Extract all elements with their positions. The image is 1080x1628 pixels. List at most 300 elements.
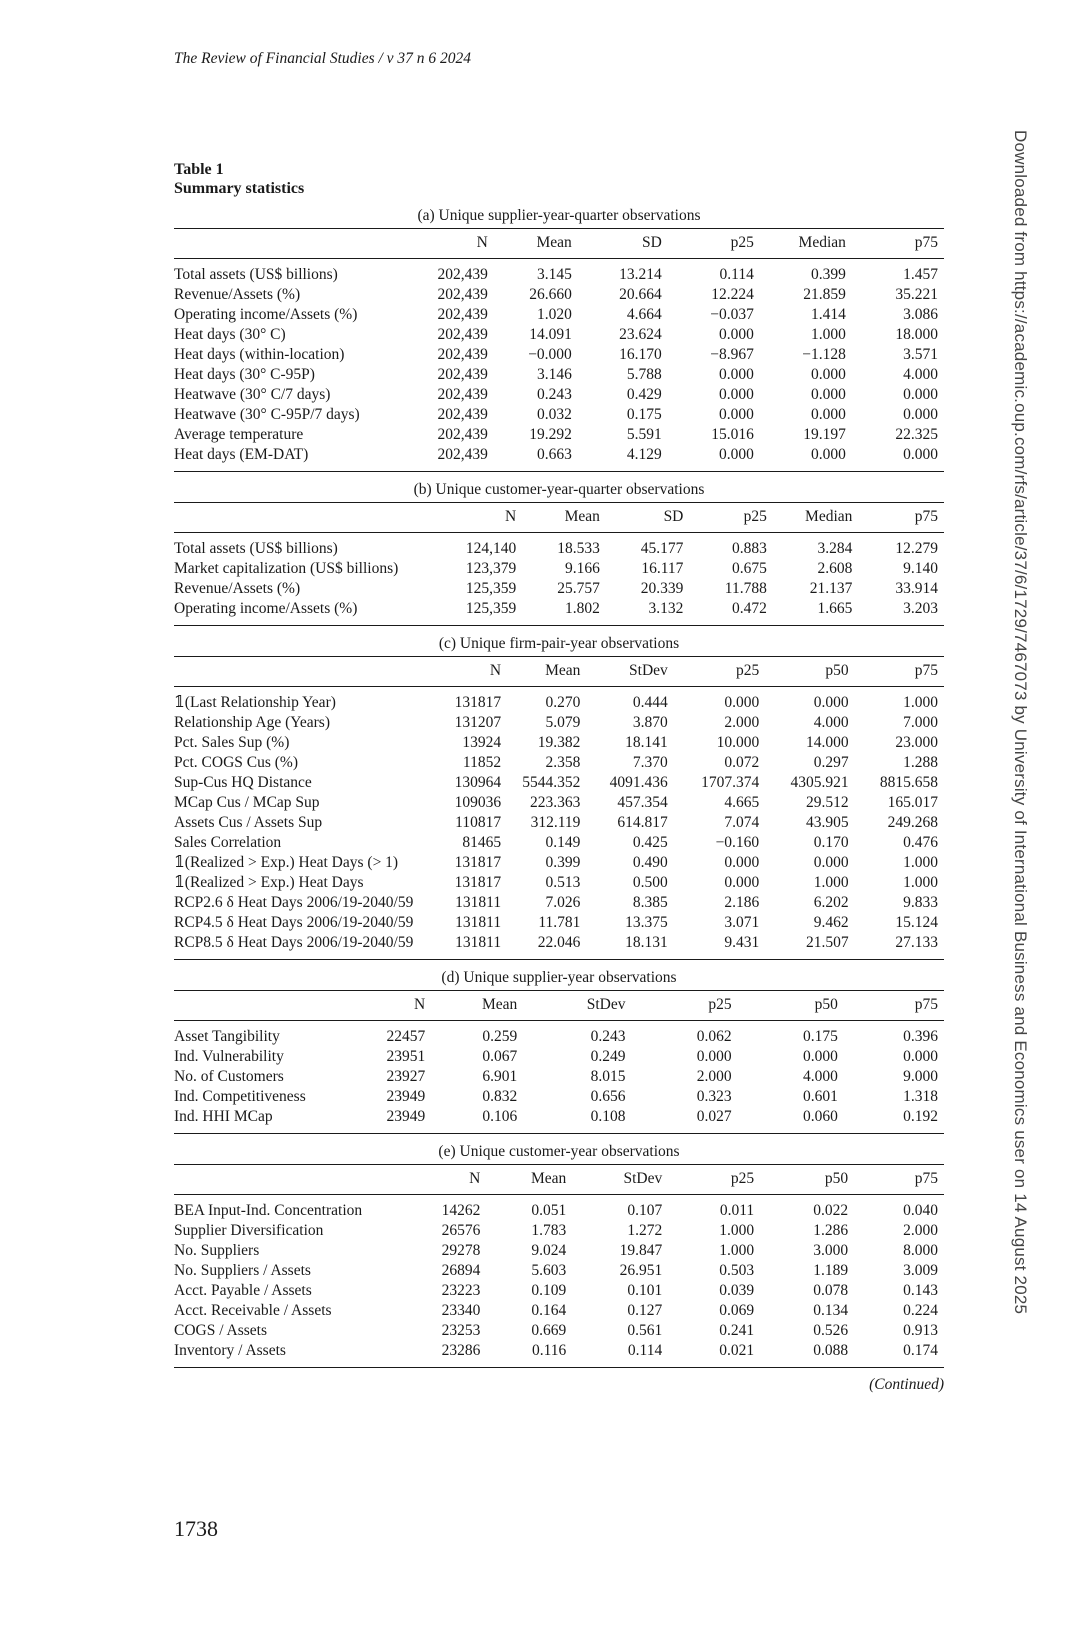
cell-value: 23951 xyxy=(386,1048,426,1065)
cell-value: 8.000 xyxy=(903,1242,938,1259)
cell-value: 13.375 xyxy=(625,914,668,931)
cell-value: 3.071 xyxy=(724,914,760,931)
row-label: Heatwave (30° C-95P/7 days) xyxy=(174,406,360,423)
cell-value: 0.476 xyxy=(903,834,938,851)
cell-value: 15.016 xyxy=(711,426,754,443)
cell-value: 123,379 xyxy=(465,560,517,577)
row-label: RCP8.5 δ Heat Days 2006/19-2040/59 xyxy=(174,934,414,951)
cell-value: 19.292 xyxy=(529,426,572,443)
cell-value: 4.129 xyxy=(626,446,662,463)
cell-value: 165.017 xyxy=(887,794,938,811)
cell-value: 0.249 xyxy=(590,1048,626,1065)
cell-value: 3.086 xyxy=(903,306,938,323)
cell-value: 0.062 xyxy=(696,1028,732,1045)
cell-value: 131811 xyxy=(455,914,502,931)
cell-value: 3.146 xyxy=(536,366,572,383)
cell-value: 1.000 xyxy=(719,1222,755,1239)
cell-value: 1.000 xyxy=(719,1242,755,1259)
cell-value: 1707.374 xyxy=(701,774,760,791)
row-label: COGS / Assets xyxy=(174,1322,268,1339)
cell-value: 0.072 xyxy=(724,754,760,771)
cell-value: 19.382 xyxy=(537,734,581,751)
table-row xyxy=(174,1301,944,1321)
cell-value: 0.000 xyxy=(813,694,849,711)
cell-value: 0.241 xyxy=(719,1322,755,1339)
cell-value: 131811 xyxy=(455,894,502,911)
column-header: p25 xyxy=(631,991,737,1021)
cell-value: 12.279 xyxy=(895,540,938,557)
column-header: p75 xyxy=(854,1165,944,1195)
cell-value: 0.114 xyxy=(627,1342,663,1359)
cell-value: 0.032 xyxy=(536,406,572,423)
cell-value: 0.601 xyxy=(803,1088,838,1105)
cell-value: 9.000 xyxy=(903,1068,938,1085)
table-row xyxy=(174,579,944,599)
cell-value: 4.000 xyxy=(803,1068,838,1085)
column-header: p75 xyxy=(844,991,944,1021)
cell-value: 0.000 xyxy=(724,874,760,891)
cell-value: 614.817 xyxy=(617,814,668,831)
column-header: p50 xyxy=(765,657,854,687)
cell-value: 0.243 xyxy=(590,1028,626,1045)
cell-value: 0.000 xyxy=(811,386,846,403)
cell-value: 0.088 xyxy=(813,1342,849,1359)
cell-value: 0.503 xyxy=(719,1262,755,1279)
cell-value: 7.074 xyxy=(724,814,760,831)
summary-stats-panel xyxy=(174,1164,944,1368)
cell-value: 33.914 xyxy=(895,580,938,597)
column-header: N xyxy=(434,657,501,687)
cell-value: 1.288 xyxy=(903,754,938,771)
table-row xyxy=(174,1221,944,1241)
cell-value: 1.189 xyxy=(813,1262,849,1279)
cell-value: 21.507 xyxy=(805,934,849,951)
cell-value: 202,439 xyxy=(437,326,488,343)
row-label: Heat days (30° C-95P) xyxy=(174,366,315,383)
cell-value: 0.109 xyxy=(531,1282,567,1299)
cell-value: 21.859 xyxy=(803,286,846,303)
table-row xyxy=(174,1067,944,1087)
row-label: Relationship Age (Years) xyxy=(174,714,330,731)
cell-value: 4.000 xyxy=(903,366,938,383)
cell-value: 0.022 xyxy=(813,1202,849,1219)
table-row xyxy=(174,305,944,325)
cell-value: 14.000 xyxy=(805,734,849,751)
table-row xyxy=(174,893,944,913)
cell-value: 14.091 xyxy=(529,326,572,343)
cell-value: 457.354 xyxy=(617,794,668,811)
cell-value: 3.009 xyxy=(903,1262,938,1279)
column-header: Median xyxy=(760,229,852,259)
cell-value: 0.000 xyxy=(696,1048,732,1065)
cell-value: 22457 xyxy=(386,1028,426,1045)
row-label: Pct. Sales Sup (%) xyxy=(174,734,290,751)
cell-value: 131207 xyxy=(454,714,502,731)
cell-value: 0.116 xyxy=(531,1342,567,1359)
cell-value: 5.591 xyxy=(626,426,662,443)
cell-value: 4305.921 xyxy=(790,774,849,791)
cell-value: 0.000 xyxy=(724,694,760,711)
cell-value: 13.214 xyxy=(619,266,662,283)
column-header: p75 xyxy=(852,229,944,259)
cell-value: 12.224 xyxy=(711,286,754,303)
cell-value: 11852 xyxy=(462,754,502,771)
cell-value: 0.224 xyxy=(903,1302,938,1319)
row-label: 𝟙(Realized > Exp.) Heat Days xyxy=(174,874,364,891)
cell-value: −0.160 xyxy=(715,834,760,851)
table-row xyxy=(174,345,944,365)
cell-value: 0.108 xyxy=(590,1108,626,1125)
cell-value: 0.513 xyxy=(545,874,581,891)
row-label: 𝟙(Last Relationship Year) xyxy=(174,694,336,711)
table-row xyxy=(174,1321,944,1341)
cell-value: 45.177 xyxy=(640,540,684,557)
row-label: No. of Customers xyxy=(174,1068,284,1085)
summary-stats-panel xyxy=(174,228,944,472)
row-label: Assets Cus / Assets Sup xyxy=(174,814,323,831)
cell-value: −0.037 xyxy=(710,306,754,323)
row-label: Operating income/Assets (%) xyxy=(174,306,358,323)
cell-value: 202,439 xyxy=(437,366,488,383)
cell-value: 3.203 xyxy=(903,600,938,617)
cell-value: 9.833 xyxy=(903,894,938,911)
row-label: Heat days (30° C) xyxy=(174,326,286,343)
cell-value: 312.119 xyxy=(530,814,581,831)
cell-value: 2.186 xyxy=(724,894,760,911)
table-row xyxy=(174,405,944,425)
row-label: Acct. Receivable / Assets xyxy=(174,1302,332,1319)
cell-value: 202,439 xyxy=(437,386,488,403)
cell-value: 23949 xyxy=(386,1108,426,1125)
cell-value: 1.000 xyxy=(813,874,849,891)
cell-value: 19.847 xyxy=(619,1242,663,1259)
cell-value: 0.051 xyxy=(531,1202,567,1219)
cell-value: 1.783 xyxy=(531,1222,567,1239)
cell-value: 23340 xyxy=(441,1302,481,1319)
table-row xyxy=(174,833,944,853)
cell-value: 109036 xyxy=(454,794,502,811)
cell-value: 11.788 xyxy=(724,580,767,597)
cell-value: 1.020 xyxy=(536,306,572,323)
table-row xyxy=(174,773,944,793)
column-header: Mean xyxy=(488,229,578,259)
table-row xyxy=(174,1241,944,1261)
cell-value: 10.000 xyxy=(716,734,760,751)
row-label: Ind. Competitiveness xyxy=(174,1088,306,1105)
row-label: Revenue/Assets (%) xyxy=(174,286,301,303)
cell-value: 0.174 xyxy=(903,1342,938,1359)
table-row xyxy=(174,1341,944,1361)
column-header: N xyxy=(425,229,488,259)
continued-note: (Continued) xyxy=(869,1376,944,1393)
cell-value: 0.259 xyxy=(482,1028,518,1045)
download-notice: Downloaded from https://academic.oup.com/rfs/article/37/6/1729/7467073 by University of International Business and Economics user on 14 August 2025 xyxy=(1011,130,1030,1315)
table-row xyxy=(174,539,944,559)
cell-value: 0.000 xyxy=(811,366,846,383)
table-row xyxy=(174,933,944,953)
table-row xyxy=(174,1281,944,1301)
cell-value: 0.192 xyxy=(903,1108,938,1125)
cell-value: 0.000 xyxy=(903,386,938,403)
cell-value: 0.000 xyxy=(811,446,846,463)
cell-value: 5.603 xyxy=(531,1262,567,1279)
cell-value: 23223 xyxy=(441,1282,481,1299)
cell-value: 5544.352 xyxy=(522,774,581,791)
cell-value: 0.663 xyxy=(536,446,572,463)
cell-value: 110817 xyxy=(455,814,502,831)
cell-value: 0.399 xyxy=(545,854,581,871)
cell-value: 223.363 xyxy=(530,794,581,811)
table-container xyxy=(174,160,944,1394)
cell-value: 81465 xyxy=(462,834,502,851)
column-header: SD xyxy=(578,229,668,259)
table-row xyxy=(174,733,944,753)
cell-value: 0.399 xyxy=(811,266,846,283)
cell-value: 2.000 xyxy=(724,714,760,731)
column-header: N xyxy=(378,991,425,1021)
column-header: StDev xyxy=(572,1165,668,1195)
cell-value: 0.429 xyxy=(626,386,662,403)
column-header: p50 xyxy=(760,1165,854,1195)
table-row xyxy=(174,753,944,773)
cell-value: −8.967 xyxy=(710,346,754,363)
cell-value: 14262 xyxy=(441,1202,481,1219)
cell-value: 0.561 xyxy=(627,1322,663,1339)
cell-value: 6.901 xyxy=(482,1068,518,1085)
cell-value: 26894 xyxy=(441,1262,481,1279)
row-label: No. Suppliers xyxy=(174,1242,260,1259)
cell-value: 7.000 xyxy=(903,714,938,731)
cell-value: 0.134 xyxy=(813,1302,849,1319)
row-label: No. Suppliers / Assets xyxy=(174,1262,311,1279)
cell-value: 29.512 xyxy=(805,794,849,811)
table-row xyxy=(174,1261,944,1281)
panel-title: (e) Unique customer-year observations xyxy=(438,1143,680,1160)
cell-value: 19.197 xyxy=(803,426,846,443)
cell-value: 249.268 xyxy=(887,814,938,831)
cell-value: 1.000 xyxy=(903,694,938,711)
cell-value: 0.011 xyxy=(719,1202,755,1219)
cell-value: 18.131 xyxy=(625,934,668,951)
cell-value: 130964 xyxy=(454,774,502,791)
cell-value: 0.490 xyxy=(632,854,668,871)
row-label: BEA Input-Ind. Concentration xyxy=(174,1202,363,1219)
cell-value: 202,439 xyxy=(437,286,488,303)
cell-value: 1.802 xyxy=(565,600,600,617)
cell-value: 0.000 xyxy=(903,446,938,463)
cell-value: 26.660 xyxy=(529,286,572,303)
cell-value: 0.106 xyxy=(482,1108,518,1125)
cell-value: 0.000 xyxy=(724,854,760,871)
cell-value: 23253 xyxy=(441,1322,481,1339)
table-row xyxy=(174,445,944,465)
cell-value: 1.318 xyxy=(903,1088,938,1105)
cell-value: 0.297 xyxy=(813,754,849,771)
table-row xyxy=(174,1047,944,1067)
row-label: Heatwave (30° C/7 days) xyxy=(174,386,331,403)
panel-title: (b) Unique customer-year-quarter observations xyxy=(413,481,705,498)
cell-value: 131817 xyxy=(454,874,502,891)
cell-value: 13924 xyxy=(462,734,502,751)
cell-value: 0.000 xyxy=(718,406,754,423)
row-label: Market capitalization (US$ billions) xyxy=(174,560,399,577)
row-label: 𝟙(Realized > Exp.) Heat Days (> 1) xyxy=(174,854,399,871)
summary-stats-panel xyxy=(174,502,944,626)
cell-value: 0.000 xyxy=(718,366,754,383)
cell-value: 35.221 xyxy=(895,286,938,303)
table-row xyxy=(174,1087,944,1107)
cell-value: 1.000 xyxy=(903,854,938,871)
cell-value: 2.000 xyxy=(903,1222,938,1239)
cell-value: 0.143 xyxy=(903,1282,938,1299)
cell-value: 0.472 xyxy=(731,600,767,617)
cell-value: 0.039 xyxy=(719,1282,755,1299)
column-header: SD xyxy=(606,503,689,533)
cell-value: 23927 xyxy=(386,1068,426,1085)
column-header: N xyxy=(449,503,516,533)
cell-value: 6.202 xyxy=(813,894,849,911)
cell-value: 0.832 xyxy=(482,1088,518,1105)
row-label: Average temperature xyxy=(174,426,304,443)
cell-value: 202,439 xyxy=(437,306,488,323)
cell-value: 3.000 xyxy=(813,1242,849,1259)
cell-value: 0.127 xyxy=(627,1302,663,1319)
cell-value: 202,439 xyxy=(437,266,488,283)
table-row xyxy=(174,385,944,405)
column-header: p25 xyxy=(689,503,772,533)
cell-value: 0.883 xyxy=(731,540,767,557)
table-row xyxy=(174,599,944,619)
cell-value: 4091.436 xyxy=(609,774,668,791)
cell-value: 0.000 xyxy=(718,386,754,403)
cell-value: 0.149 xyxy=(545,834,581,851)
cell-value: 0.323 xyxy=(696,1088,732,1105)
summary-stats-panel xyxy=(174,656,944,960)
panel-title: (a) Unique supplier-year-quarter observations xyxy=(417,207,701,224)
cell-value: 0.000 xyxy=(813,854,849,871)
column-header: p50 xyxy=(738,991,844,1021)
cell-value: 16.117 xyxy=(641,560,684,577)
row-label: Total assets (US$ billions) xyxy=(174,540,338,557)
table-row xyxy=(174,365,944,385)
cell-value: 0.069 xyxy=(719,1302,755,1319)
cell-value: 0.000 xyxy=(803,1048,838,1065)
table-row xyxy=(174,265,944,285)
cell-value: 0.175 xyxy=(626,406,662,423)
cell-value: 0.000 xyxy=(718,446,754,463)
cell-value: 22.325 xyxy=(895,426,938,443)
cell-value: 16.170 xyxy=(619,346,662,363)
cell-value: 125,359 xyxy=(465,600,517,617)
cell-value: 202,439 xyxy=(437,446,488,463)
cell-value: 0.526 xyxy=(813,1322,849,1339)
cell-value: 8815.658 xyxy=(879,774,938,791)
cell-value: 29278 xyxy=(441,1242,481,1259)
table-number: Table 1 xyxy=(174,161,224,178)
cell-value: 0.270 xyxy=(545,694,581,711)
cell-value: 23949 xyxy=(386,1088,426,1105)
cell-value: 4.665 xyxy=(724,794,760,811)
row-label: RCP2.6 δ Heat Days 2006/19-2040/59 xyxy=(174,894,414,911)
column-header: Mean xyxy=(501,657,586,687)
cell-value: 131817 xyxy=(454,854,502,871)
cell-value: 1.000 xyxy=(811,326,846,343)
table-row xyxy=(174,1027,944,1047)
cell-value: 0.170 xyxy=(813,834,849,851)
column-header: StDev xyxy=(586,657,673,687)
cell-value: 0.114 xyxy=(719,266,754,283)
panel-title: (d) Unique supplier-year observations xyxy=(441,969,677,986)
cell-value: −1.128 xyxy=(802,346,846,363)
column-header: Mean xyxy=(516,503,606,533)
cell-value: 23286 xyxy=(441,1342,481,1359)
cell-value: 2.608 xyxy=(817,560,853,577)
cell-value: 23.000 xyxy=(895,734,938,751)
row-label: Sales Correlation xyxy=(174,834,282,851)
cell-value: 0.000 xyxy=(811,406,846,423)
row-label: Total assets (US$ billions) xyxy=(174,266,338,283)
cell-value: 0.000 xyxy=(718,326,754,343)
cell-value: 20.339 xyxy=(640,580,684,597)
cell-value: 4.000 xyxy=(813,714,849,731)
cell-value: 131817 xyxy=(454,694,502,711)
journal-header: The Review of Financial Studies / v 37 n 6 2024 xyxy=(174,50,472,67)
cell-value: 0.021 xyxy=(719,1342,755,1359)
cell-value: 3.870 xyxy=(632,714,668,731)
cell-value: 18.141 xyxy=(625,734,668,751)
cell-value: 23.624 xyxy=(619,326,662,343)
cell-value: 0.000 xyxy=(903,1048,938,1065)
column-header: p75 xyxy=(855,657,944,687)
cell-value: 8.015 xyxy=(590,1068,626,1085)
table-title: Summary statistics xyxy=(174,180,305,197)
row-label: Heat days (EM-DAT) xyxy=(174,446,309,463)
table-row xyxy=(174,285,944,305)
column-header: p25 xyxy=(674,657,765,687)
page-number: 1738 xyxy=(174,1516,218,1541)
cell-value: 0.913 xyxy=(903,1322,938,1339)
cell-value: 131811 xyxy=(455,934,502,951)
cell-value: 9.462 xyxy=(813,914,849,931)
cell-value: 202,439 xyxy=(437,426,488,443)
panel-title: (c) Unique firm-pair-year observations xyxy=(438,635,680,652)
cell-value: −0.000 xyxy=(528,346,572,363)
cell-value: 1.457 xyxy=(903,266,938,283)
cell-value: 202,439 xyxy=(437,406,488,423)
cell-value: 0.078 xyxy=(813,1282,849,1299)
table-row xyxy=(174,325,944,345)
row-label: RCP4.5 δ Heat Days 2006/19-2040/59 xyxy=(174,914,414,931)
cell-value: 7.026 xyxy=(545,894,581,911)
table-row xyxy=(174,913,944,933)
row-label: Inventory / Assets xyxy=(174,1342,286,1359)
cell-value: 18.000 xyxy=(895,326,938,343)
cell-value: 5.788 xyxy=(626,366,662,383)
cell-value: 0.027 xyxy=(696,1108,732,1125)
cell-value: 1.286 xyxy=(813,1222,849,1239)
row-label: Ind. HHI MCap xyxy=(174,1108,273,1125)
table-row xyxy=(174,713,944,733)
row-label: Revenue/Assets (%) xyxy=(174,580,301,597)
summary-stats-panel xyxy=(174,990,944,1134)
cell-value: 5.079 xyxy=(545,714,581,731)
cell-value: 26576 xyxy=(441,1222,481,1239)
table-row xyxy=(174,873,944,893)
cell-value: 7.370 xyxy=(632,754,668,771)
table-row xyxy=(174,793,944,813)
table-panels xyxy=(174,204,944,1368)
cell-value: 125,359 xyxy=(465,580,517,597)
